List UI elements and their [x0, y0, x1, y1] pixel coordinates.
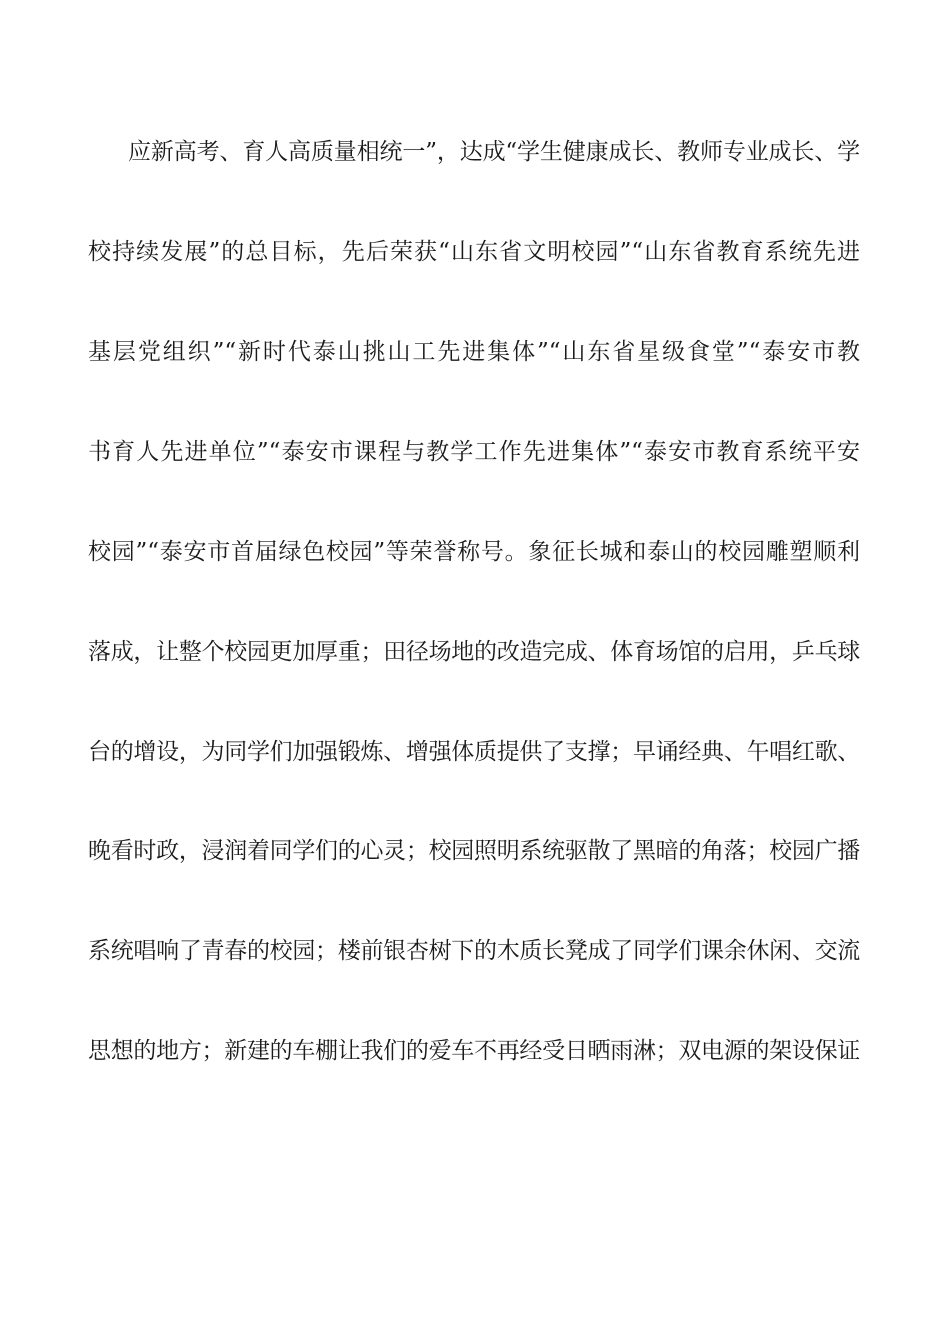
paragraph-line-7: 台的增设，为同学们加强锻炼、增强体质提供了支撑；早诵经典、午唱红歌、: [88, 739, 861, 765]
paragraph-line-4: 书育人先进单位”“泰安市课程与教学工作先进集体”“泰安市教育系统平安: [88, 439, 860, 465]
paragraph-line-3: 基层党组织”“新时代泰山挑山工先进集体”“山东省星级食堂”“泰安市教: [88, 339, 860, 365]
paragraph-line-1: 应新高考、育人高质量相统一”，达成“学生健康成长、教师专业成长、学: [128, 139, 860, 165]
paragraph-line-6: 落成，让整个校园更加厚重；田径场地的改造完成、体育场馆的启用，乒乓球: [88, 639, 861, 665]
paragraph-line-2: 校持续发展”的总目标，先后荣获“山东省文明校园”“山东省教育系统先进: [88, 239, 860, 265]
paragraph-line-8: 晚看时政，浸润着同学们的心灵；校园照明系统驱散了黑暗的角落；校园广播: [88, 838, 861, 864]
paragraph-line-10: 思想的地方；新建的车棚让我们的爱车不再经受日晒雨淋；双电源的架设保证: [88, 1038, 861, 1064]
paragraph-line-5: 校园”“泰安市首届绿色校园”等荣誉称号。象征长城和泰山的校园雕塑顺利: [88, 539, 860, 565]
paragraph-line-9: 系统唱响了青春的校园；楼前银杏树下的木质长凳成了同学们课余休闲、交流: [88, 938, 861, 964]
